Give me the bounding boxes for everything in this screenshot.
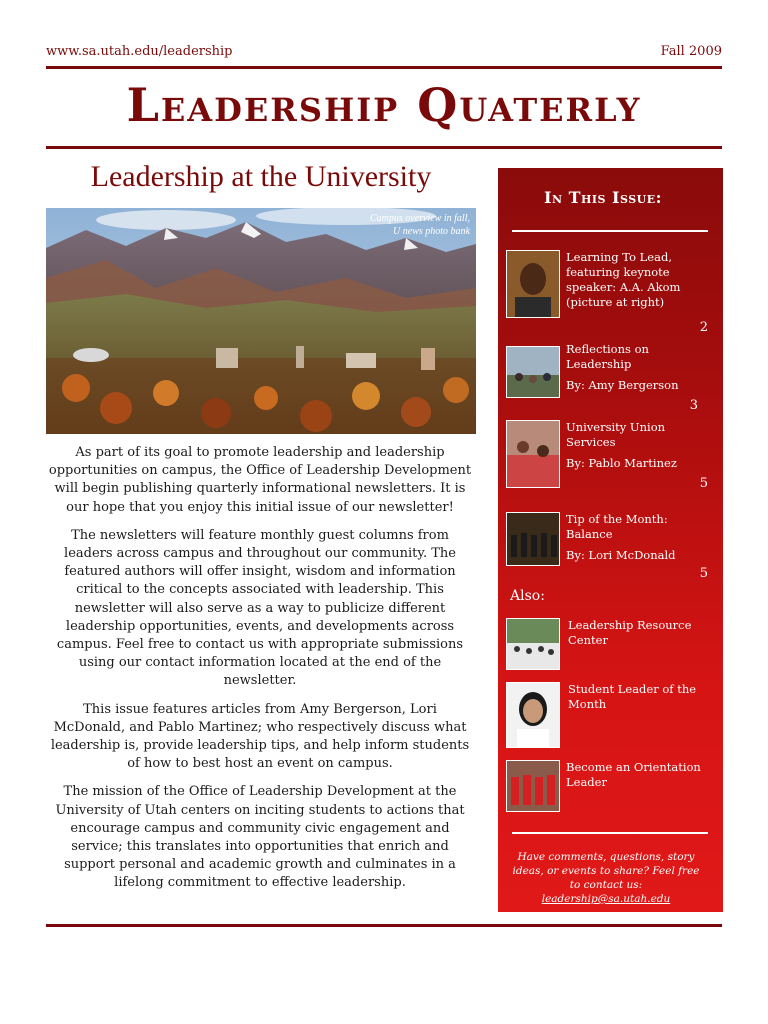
article-body xyxy=(46,444,474,903)
resource-center-photo xyxy=(506,618,560,670)
header-row xyxy=(46,44,722,64)
issue-date: Fall 2009 xyxy=(660,44,722,59)
sidebar-item-title: University Union Services xyxy=(566,420,666,449)
also-label: Also: xyxy=(510,588,545,604)
photo-caption xyxy=(370,212,470,238)
sidebar-item-title: Learning To Lead, featuring keynote speaker: A.A. Akom (picture at right) xyxy=(566,250,681,309)
page-number: 5 xyxy=(699,566,708,581)
article-paragraph: The mission of the Office of Leadership Development at the University of Utah centers on inciting students to actions that encourage campus and community civic engagement and service; this translates into opportunities that enrich and support personal and academic growth and culminates in a lifelong commitment to effective leadership. xyxy=(55,784,465,891)
photo-caption-line1: Campus overview in fall, xyxy=(370,213,470,224)
sidebar-item-byline: By: Amy Bergerson xyxy=(566,378,679,392)
article-heading: Leadership at the University xyxy=(90,160,432,193)
sidebar-item-title: Tip of the Month: Balance xyxy=(566,512,668,541)
sidebar-item-byline: By: Lori McDonald xyxy=(566,548,676,562)
tip-photo xyxy=(506,512,560,566)
reflections-photo xyxy=(506,346,560,398)
akom-photo xyxy=(506,250,560,318)
sidebar-rule xyxy=(512,832,708,834)
student-leader-photo xyxy=(506,682,560,748)
sidebar-title: In This Issue: xyxy=(543,188,663,207)
sidebar-item-title: Become an Orientation Leader xyxy=(566,760,701,789)
masthead-rule xyxy=(46,146,722,149)
page-number: 5 xyxy=(699,476,708,491)
sidebar-item-title: Leadership Resource Center xyxy=(568,618,692,647)
contact-note xyxy=(506,850,706,906)
page-number: 3 xyxy=(689,398,698,413)
header-rule xyxy=(46,66,722,69)
article-paragraph: As part of its goal to promote leadership and leadership opportunities on campus, the Office of Leadership Development will begin publishing quarterly informational newsletters. It is our hope that you enjoy this initial issue of our newsletter! xyxy=(48,445,472,515)
contact-email-link[interactable]: leadership@sa.utah.edu xyxy=(541,893,671,905)
in-this-issue-sidebar xyxy=(498,168,723,912)
sidebar-item-tip-of-month[interactable] xyxy=(506,512,716,582)
website-url[interactable]: www.sa.utah.edu/leadership xyxy=(46,44,233,59)
footer-rule xyxy=(46,924,722,927)
sidebar-item-title: Reflections on Leadership xyxy=(566,342,649,371)
masthead-title: Leadership Quaterly xyxy=(126,78,642,132)
article-paragraph: This issue features articles from Amy Bergerson, Lori McDonald, and Pablo Martinez; who respectively discuss what leadership is, provide leadership tips, and help inform students of how to best host an event on campus. xyxy=(50,701,470,772)
sidebar-item-union-services[interactable] xyxy=(506,420,716,496)
sidebar-rule xyxy=(512,230,708,232)
sidebar-item-orientation-leader[interactable] xyxy=(506,760,716,814)
article-paragraph: The newsletters will feature monthly guest columns from leaders across campus and throughout our community. The featured authors will offer insight, wisdom and information critical to the concepts associated with leadership. This newsletter will also serve as a way to publicize different leadership opportunities, events, and developments across campus. Feel free to contact us with appropriate submissions using our contact information located at the end of the newsletter. xyxy=(56,527,464,689)
campus-photo xyxy=(46,208,476,434)
sidebar-item-student-leader[interactable] xyxy=(506,682,716,750)
photo-caption-line2: U news photo bank xyxy=(393,226,470,237)
sidebar-item-title: Student Leader of the Month xyxy=(568,682,697,711)
sidebar-item-learning-to-lead[interactable] xyxy=(506,250,716,335)
sidebar-item-byline: By: Pablo Martinez xyxy=(566,456,677,470)
campus-photo-image xyxy=(46,208,476,434)
sidebar-item-reflections[interactable] xyxy=(506,342,716,412)
page-number: 2 xyxy=(699,320,708,335)
union-photo xyxy=(506,420,560,488)
orientation-photo xyxy=(506,760,560,812)
contact-text: Have comments, questions, story ideas, or events to share? Feel free to contact us: xyxy=(512,851,700,891)
sidebar-item-resource-center[interactable] xyxy=(506,618,716,672)
